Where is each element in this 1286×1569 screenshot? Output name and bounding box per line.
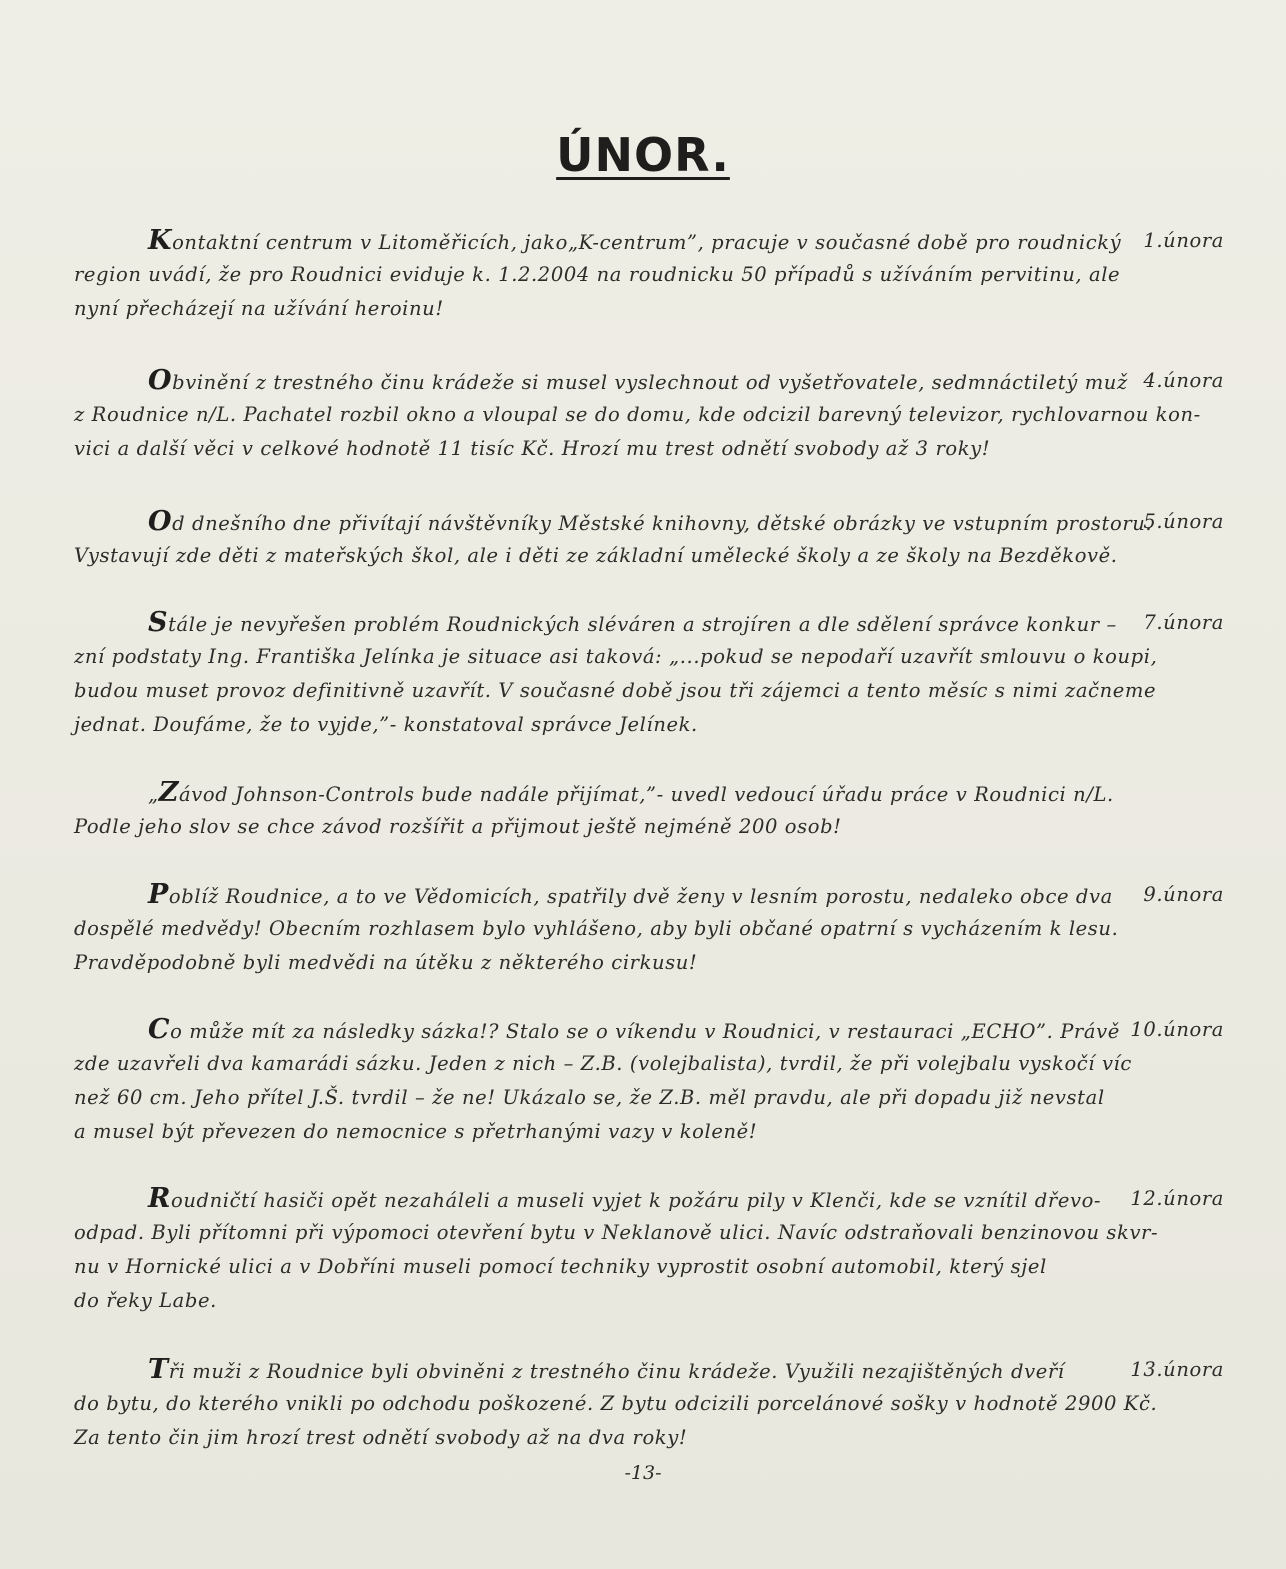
initial-capital: C: [148, 1014, 171, 1045]
entry-line: odpad. Byli přítomni při výpomoci otevření bytu v Neklanově ulici. Navíc odstraňovali benzinovou skvr-: [74, 1221, 1159, 1244]
entry-1: [74, 224, 1224, 326]
entry-text: Co může mít za následky sázka!? Stalo se o víkendu v Roudnici, v restauraci „ECHO”. Právě: [148, 1014, 1120, 1045]
entry-line: Pravděpodobně byli medvědi na útěku z některého cirkusu!: [74, 951, 698, 974]
entry-line: než 60 cm. Jeho přítel J.Š. tvrdil – že ne! Ukázalo se, že Z.B. měl pravdu, ale při dopadu již nevstal: [74, 1086, 1105, 1109]
entry-date: 5.února: [1143, 510, 1224, 533]
entry-line: [74, 1013, 1224, 1047]
entry-5: [74, 776, 1224, 844]
entry-line: [74, 505, 1224, 539]
entry-line: do řeky Labe.: [74, 1289, 217, 1312]
entry-text: „Závod Johnson-Controls bude nadále přijímat,”- uvedl vedoucí úřadu práce v Roudnici n/L.: [148, 777, 1114, 808]
entry-text: Roudničtí hasiči opět nezaháleli a museli vyjet k požáru pily v Klenči, kde se vznítil dřevo-: [148, 1183, 1102, 1214]
initial-capital: S: [148, 607, 169, 638]
entry-text: Poblíž Roudnice, a to ve Vědomicích, spatřily dvě ženy v lesním porostu, nedaleko obce dva: [148, 879, 1113, 910]
entry-text: Kontaktní centrum v Litoměřicích, jako„K-centrum”, pracuje v současné době pro roudnický: [148, 225, 1122, 256]
initial-capital: Z: [158, 777, 180, 808]
entry-date: 9.února: [1143, 883, 1224, 906]
entry-line: budou muset provoz definitivně uzavřít. V současné době jsou tři zájemci a tento měsíc s nimi začneme: [74, 679, 1157, 702]
initial-capital: T: [148, 1354, 169, 1385]
initial-capital: K: [148, 225, 173, 256]
entry-8: [74, 1182, 1224, 1318]
initial-capital: O: [148, 365, 173, 396]
entry-text: Stále je nevyřešen problém Roudnických sléváren a strojíren a dle sdělení správce konkur –: [148, 607, 1117, 638]
entry-line: zde uzavřeli dva kamarádi sázku. Jeden z nich – Z.B. (volejbalista), tvrdil, že při volejbalu vyskočí víc: [74, 1052, 1132, 1075]
entry-date: 1.února: [1143, 229, 1224, 252]
entry-line: [74, 364, 1224, 398]
entry-line: [74, 878, 1224, 912]
entry-date: 12.února: [1130, 1187, 1224, 1210]
page-number: -13-: [624, 1462, 662, 1484]
initial-capital: O: [148, 506, 173, 537]
entry-line: do bytu, do kterého vnikli po odchodu poškozené. Z bytu odcizili porcelánové sošky v hodnotě 2900 Kč.: [74, 1392, 1158, 1415]
entry-text: Od dnešního dne přivítají návštěvníky Městské knihovny, dětské obrázky ve vstupním prostoru.: [148, 506, 1153, 537]
entry-line: jednat. Doufáme, že to vyjde,”- konstatoval správce Jelínek.: [74, 713, 698, 736]
entry-line: Vystavují zde děti z mateřských škol, ale i děti ze základní umělecké školy a ze školy na Bezděkově.: [74, 544, 1118, 567]
entry-line: zní podstaty Ing. Františka Jelínka je situace asi taková: „...pokud se nepodaří uzavřít smlouvu o koupi,: [74, 645, 1158, 668]
entry-line: [74, 1182, 1224, 1216]
entry-2: [74, 364, 1224, 466]
entry-line: a musel být převezen do nemocnice s přetrhanými vazy v koleně!: [74, 1120, 758, 1143]
entry-date: 4.února: [1143, 369, 1224, 392]
entry-3: [74, 505, 1224, 573]
entry-date: 7.února: [1143, 611, 1224, 634]
entry-line: Podle jeho slov se chce závod rozšířit a přijmout ještě nejméně 200 osob!: [74, 815, 842, 838]
entry-7: [74, 1013, 1224, 1149]
entry-text: Obvinění z trestného činu krádeže si musel vyslechnout od vyšetřovatele, sedmnáctiletý muž: [148, 365, 1128, 396]
initial-capital: P: [148, 879, 169, 910]
entry-line: [74, 1353, 1224, 1387]
entry-line: [74, 606, 1224, 640]
entry-text: Tři muži z Roudnice byli obviněni z trestného činu krádeže. Využili nezajištěných dveří: [148, 1354, 1065, 1385]
entry-line: region uvádí, že pro Roudnici eviduje k. 1.2.2004 na roudnicku 50 případů s užíváním pervitinu, ale: [74, 263, 1121, 286]
entry-line: [74, 224, 1224, 258]
entry-6: [74, 878, 1224, 980]
entry-line: Za tento čin jim hrozí trest odnětí svobody až na dva roky!: [74, 1426, 688, 1449]
entry-line: vici a další věci v celkové hodnotě 11 tisíc Kč. Hrozí mu trest odnětí svobody až 3 roky!: [74, 437, 991, 460]
entry-9: [74, 1353, 1224, 1455]
page-title: ÚNOR.: [556, 128, 730, 182]
entry-line: z Roudnice n/L. Pachatel rozbil okno a vloupal se do domu, kde odcizil barevný televizor, rychlovarnou kon-: [74, 403, 1201, 426]
entry-line: nyní přecházejí na užívání heroinu!: [74, 297, 444, 320]
entry-line: nu v Hornické ulici a v Dobříni museli pomocí techniky vyprostit osobní automobil, který sjel: [74, 1255, 1047, 1278]
entry-line: dospělé medvědy! Obecním rozhlasem bylo vyhlášeno, aby byli občané opatrní s vycházením k lesu.: [74, 917, 1119, 940]
entry-4: [74, 606, 1224, 742]
initial-capital: R: [148, 1183, 172, 1214]
entry-line: [74, 776, 1224, 810]
entry-date: 10.února: [1130, 1018, 1224, 1041]
entry-date: 13.února: [1130, 1358, 1224, 1381]
